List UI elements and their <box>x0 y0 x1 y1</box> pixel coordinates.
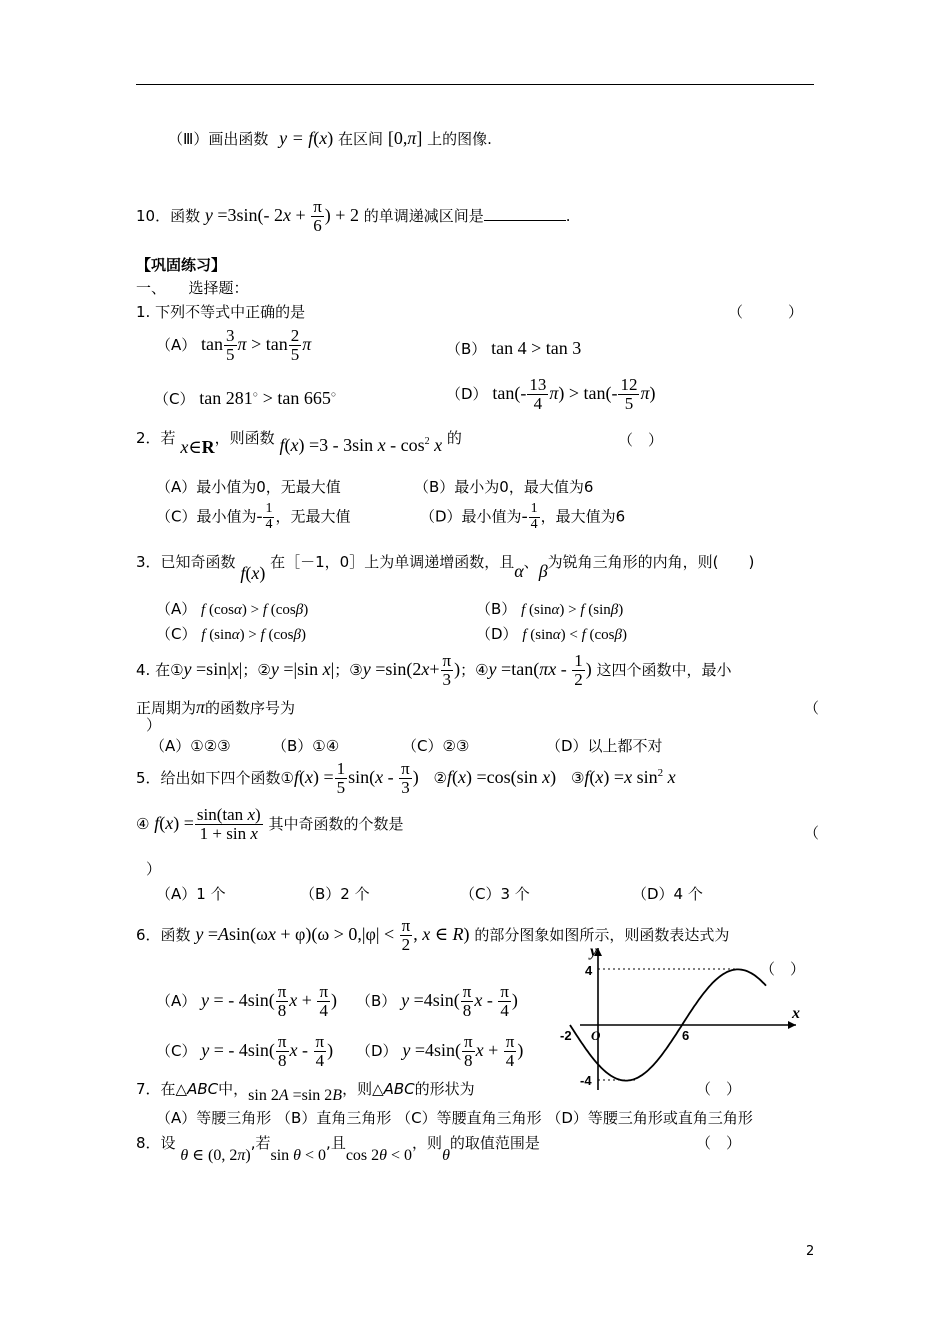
formula: y <box>195 923 204 944</box>
q-text: 的形状为 <box>414 1080 475 1098</box>
formula: = - 4sin( <box>209 1039 275 1060</box>
formula: ( <box>299 766 306 787</box>
option-label: （A） <box>156 991 197 1010</box>
fraction: $\frac{12}{5}$ <box>620 375 638 413</box>
q1-option-d[interactable] <box>446 376 656 413</box>
q4-answer-paren-open[interactable]: （ <box>804 699 820 717</box>
formula: ( <box>313 128 320 148</box>
q-text: 的单调递减区间是 <box>363 206 484 225</box>
q2-stem <box>136 427 462 457</box>
formula: x <box>595 766 604 787</box>
q-text: 的 <box>446 429 462 447</box>
q-text: ABC <box>383 1080 415 1098</box>
q-text: 这四个函数中，最小 <box>596 660 732 679</box>
formula: x <box>289 989 298 1010</box>
formula: - <box>297 1039 313 1060</box>
formula: π <box>549 382 559 403</box>
fraction: $\frac{\pi}{2}$ <box>401 916 411 954</box>
formula: , <box>413 923 423 944</box>
answer-blank[interactable] <box>484 220 566 221</box>
option-label: （D） <box>446 384 488 403</box>
formula: y <box>270 658 279 679</box>
formula: =sin| <box>191 658 231 679</box>
formula: = - 4sin( <box>209 989 275 1010</box>
formula: - <box>521 505 528 526</box>
formula: =sin(2 <box>370 658 422 679</box>
formula: π <box>237 333 247 354</box>
option-label: （C）最小值为 <box>156 507 257 526</box>
formula: f (sinα) < f (cosβ) <box>522 627 628 643</box>
q5-answer-paren-close: ） <box>146 860 162 878</box>
formula: x <box>377 435 386 455</box>
formula: y <box>183 658 192 679</box>
formula: x <box>283 204 292 225</box>
q2-option-a[interactable]: （A）最小值为0，无最大值 <box>156 478 341 496</box>
q-text: 的部分图象如图所示，则函数表达式为 <box>474 925 730 944</box>
formula: x <box>267 923 276 944</box>
q-text: ABC <box>187 1080 219 1098</box>
formula: f <box>154 812 160 833</box>
q-text: ，则 <box>412 1134 443 1152</box>
formula: x <box>165 812 174 833</box>
formula: ) = <box>313 766 334 787</box>
q5-line2 <box>136 806 403 843</box>
formula: | <box>330 658 335 679</box>
formula: f <box>584 766 590 787</box>
fraction: $\frac{1}{4}$ <box>530 501 538 532</box>
q-prev-text: （Ⅲ）画出函数 <box>168 130 269 148</box>
fraction: $\frac{2}{5}$ <box>290 326 300 364</box>
q3-stem <box>136 551 755 583</box>
formula: y <box>362 658 371 679</box>
q6-sine-graph <box>558 942 808 1092</box>
q6-option-b[interactable] <box>356 983 518 1020</box>
option-label: （A） <box>156 335 197 354</box>
q5-option-d[interactable]: （D）4 个 <box>632 885 703 903</box>
formula: ) <box>327 128 334 148</box>
q-text: 7．在△ <box>136 1080 188 1098</box>
fraction: $\frac{\pi}{4}$ <box>505 1032 515 1070</box>
formula: π <box>640 382 650 403</box>
formula: f <box>279 435 285 455</box>
option-label: ，无最大值 <box>275 507 351 526</box>
q1-option-a[interactable] <box>156 327 311 364</box>
formula: β <box>538 561 548 581</box>
y-tick-neg4: -4 <box>580 1073 592 1088</box>
q5-option-c[interactable]: （C）3 个 <box>460 885 530 903</box>
fraction: $\frac{\pi}{3}$ <box>401 759 410 797</box>
formula: x <box>474 989 483 1010</box>
formula: [0, <box>387 128 408 148</box>
fraction: $\frac{\pi}{8}$ <box>277 1032 287 1070</box>
formula: y <box>201 1039 210 1060</box>
formula: ( <box>589 766 596 787</box>
formula: + φ)(ω > 0,|φ| < <box>275 923 399 944</box>
formula: ) + 2 <box>324 204 359 225</box>
formula: ) <box>454 658 461 679</box>
q5-option-b[interactable]: （B）2 个 <box>300 885 370 903</box>
option-label: （D） <box>356 1041 398 1060</box>
fraction: $\frac{\pi}{3}$ <box>442 651 452 689</box>
q-text: 8．设 <box>136 1134 176 1152</box>
q-text: 、 <box>523 553 539 571</box>
formula: x <box>475 1039 484 1060</box>
option-label: ，最大值为6 <box>540 507 626 526</box>
formula: $\sin^2$ <box>632 766 664 787</box>
formula: ∈R <box>188 437 215 457</box>
formula: =4sin( <box>410 1039 461 1060</box>
fraction: $\frac{\pi}{8}$ <box>464 1032 473 1070</box>
q5-stem <box>136 760 676 797</box>
formula: + <box>297 989 317 1010</box>
fraction: $\frac{1}{4}$ <box>265 501 273 532</box>
formula: x <box>290 435 299 455</box>
formula: ) <box>585 658 592 679</box>
formula: ) <box>511 989 518 1010</box>
q-text: ，则函数 <box>214 429 275 447</box>
formula: f (sinα) > f (sinβ) <box>521 602 624 618</box>
fraction: $\frac{\pi}{4}$ <box>315 1032 325 1070</box>
formula: x <box>421 658 430 679</box>
q-text: 4. 在① <box>136 660 184 679</box>
y-tick-4: 4 <box>585 963 593 978</box>
option-label: （A） <box>156 600 197 618</box>
q3-option-c[interactable] <box>156 623 306 644</box>
formula: - <box>556 658 572 679</box>
formula: =4sin( <box>409 989 460 1010</box>
x-axis-arrow <box>788 1021 796 1029</box>
formula: sin θ < 0 <box>270 1147 327 1164</box>
q-text: 函数 <box>170 206 201 225</box>
formula: > tan <box>246 333 288 354</box>
formula: =tan( <box>496 658 540 679</box>
q6-option-a[interactable] <box>156 983 337 1020</box>
fraction: $\frac{1}{5}$ <box>336 759 346 797</box>
formula: x <box>375 766 384 787</box>
formula: y = f <box>279 128 314 148</box>
formula: ) <box>412 766 419 787</box>
formula: tan(- <box>492 382 527 403</box>
formula: y <box>402 1039 411 1060</box>
q7-stem <box>136 1078 475 1104</box>
formula: y <box>204 204 213 225</box>
fraction: $\frac{\pi}{4}$ <box>319 982 329 1020</box>
q-num: 10． <box>136 206 171 225</box>
q-text: ；② <box>242 660 271 679</box>
x-tick-neg2: -2 <box>560 1028 572 1043</box>
formula: - $\cos^2$ <box>385 435 430 455</box>
formula: tan <box>201 333 224 354</box>
q4-option-d[interactable]: （D）以上都不对 <box>546 737 663 755</box>
formula: ) <box>517 1039 524 1060</box>
option-label: （C） <box>156 625 197 643</box>
q3-option-d[interactable] <box>476 623 627 644</box>
formula: x <box>180 437 189 457</box>
q4-stem <box>136 652 732 689</box>
formula: ( <box>452 766 459 787</box>
q3-option-b[interactable] <box>476 598 623 619</box>
formula: = <box>203 923 218 944</box>
formula: tan 281○ > tan 665○ <box>199 388 337 408</box>
q8-answer-paren[interactable]: （ ） <box>696 1134 742 1152</box>
q-prev-text: 在区间 <box>338 130 384 148</box>
q2-answer-paren[interactable]: （ ） <box>618 431 664 449</box>
q-text: 2．若 <box>136 429 176 447</box>
formula: x <box>251 563 260 583</box>
q-text: 的函数序号为 <box>205 699 296 717</box>
q-text: 为锐角三角形的内角，则( ) <box>547 553 755 571</box>
formula: sin(ω <box>228 923 268 944</box>
q-text: 正周期为 <box>136 699 197 717</box>
q-text: ,若 <box>250 1134 271 1152</box>
formula: f (sinα) > f (cosβ) <box>201 627 306 643</box>
formula: - <box>383 766 399 787</box>
formula: θ <box>442 1147 450 1164</box>
q-text: 在［－1，0］上为单调递增函数，且 <box>270 553 515 571</box>
q-prev-text: 上的图像. <box>427 130 492 148</box>
formula: π <box>407 128 417 148</box>
formula: π <box>196 697 206 717</box>
option-label: （B） <box>476 600 517 618</box>
formula: ) =3 - 3sin <box>298 435 378 455</box>
q6-option-d[interactable] <box>356 1033 523 1070</box>
formula: x <box>458 766 467 787</box>
formula: y <box>401 989 410 1010</box>
q2-option-b[interactable]: （B）最小为0，最大值为6 <box>414 478 594 496</box>
formula: x <box>322 658 331 679</box>
q4-answer-paren-close: ） <box>146 716 162 734</box>
q-text: ③ <box>570 768 585 787</box>
formula: ) <box>331 989 338 1010</box>
formula: x <box>230 658 239 679</box>
formula: f <box>294 766 300 787</box>
q1-answer-paren[interactable]: （ ） <box>728 303 804 321</box>
formula: α <box>514 561 524 581</box>
q3-option-a[interactable] <box>156 598 308 619</box>
formula: ( <box>245 563 252 583</box>
q7-options[interactable]: （A）等腰三角形 （B）直角三角形 （C）等腰直角三角形 （D）等腰三角形或直角三角形 <box>156 1109 753 1127</box>
option-label: （C） <box>156 1041 197 1060</box>
formula: sin( <box>348 766 376 787</box>
formula: ) <box>259 563 266 583</box>
formula: + <box>429 658 440 679</box>
q1-option-c[interactable] <box>154 388 336 409</box>
q5-answer-paren-open[interactable]: （ <box>804 824 820 842</box>
fraction: $\frac{\text{sin(tan x)}}{\text{1 + sin x}}$ <box>196 805 261 843</box>
formula: - <box>482 989 498 1010</box>
fraction: $\frac{1}{2}$ <box>574 651 583 689</box>
q7-answer-paren[interactable]: （ ） <box>696 1080 742 1098</box>
formula: tan 4 > tan 3 <box>491 338 582 358</box>
formula: ) <box>463 923 470 944</box>
fraction: $\frac{\pi}{4}$ <box>500 982 509 1020</box>
q-text: ④ <box>136 814 150 833</box>
formula: y <box>201 989 210 1010</box>
formula: ) <box>649 382 656 403</box>
formula: cos 2θ < 0 <box>345 1147 413 1164</box>
q2-option-c[interactable] <box>156 502 351 532</box>
formula: θ ∈ (0, 2π) <box>180 1147 251 1164</box>
formula: R <box>452 923 464 944</box>
formula: ) = <box>603 766 625 787</box>
fraction: $\frac{\pi}{8}$ <box>462 982 472 1020</box>
q2-option-d[interactable] <box>420 502 625 532</box>
formula: + <box>483 1039 503 1060</box>
option-label: （B） <box>356 991 397 1010</box>
formula: f <box>447 766 453 787</box>
formula: A <box>217 923 229 944</box>
option-label: （B） <box>446 340 487 358</box>
q-text: ；③ <box>334 660 363 679</box>
q-prev-part3 <box>168 128 492 149</box>
q-text: ② <box>433 768 447 787</box>
q1-option-b[interactable] <box>446 338 581 359</box>
formula: =|sin <box>278 658 323 679</box>
formula: y <box>488 658 497 679</box>
formula: - <box>256 505 263 526</box>
q-text: 中， <box>218 1080 249 1098</box>
section-sub: 一、 选择题： <box>136 279 249 297</box>
formula: ) =cos(sin <box>466 766 543 787</box>
formula: ] <box>416 128 423 148</box>
q-text: 其中奇函数的个数是 <box>268 814 404 833</box>
option-label: （D）最小值为 <box>420 507 522 526</box>
q-text: . <box>565 206 571 225</box>
formula: f (cosα) > f (cosβ) <box>201 602 309 618</box>
formula: =3sin(- 2 <box>212 204 284 225</box>
header-rule <box>136 84 814 85</box>
fraction: $\frac{\pi}{6}$ <box>313 197 322 235</box>
formula: x <box>542 766 551 787</box>
formula: ( <box>159 812 166 833</box>
q8-stem <box>136 1132 540 1164</box>
q6-answer-paren[interactable]: （ ） <box>760 960 806 978</box>
option-label: （C） <box>154 390 195 408</box>
formula: ) > tan(- <box>558 382 618 403</box>
fraction: $\frac{13}{4}$ <box>529 375 547 413</box>
formula: x <box>434 435 443 455</box>
formula: | <box>238 658 243 679</box>
formula: f <box>240 563 246 583</box>
x-tick-6: 6 <box>682 1028 690 1043</box>
formula: ) <box>550 766 557 787</box>
formula: x <box>305 766 314 787</box>
formula: π <box>302 333 312 354</box>
q4-option-b[interactable]: （B）①④ <box>272 737 340 755</box>
formula: ) <box>327 1039 334 1060</box>
q-text: ，则△ <box>342 1080 384 1098</box>
fraction: $\frac{3}{5}$ <box>226 326 235 364</box>
formula: ) = <box>173 812 194 833</box>
q4-option-a[interactable]: （A）①②③ <box>150 737 231 755</box>
q-text: ,且 <box>326 1134 346 1152</box>
formula: ∈ <box>430 923 453 944</box>
q4-option-c[interactable]: （C）②③ <box>402 737 470 755</box>
origin-label: O <box>591 1028 601 1043</box>
formula: x <box>289 1039 298 1060</box>
q-text: 的取值范围是 <box>449 1134 540 1152</box>
formula: x <box>624 766 633 787</box>
formula: + <box>291 204 311 225</box>
fraction: $\frac{\pi}{8}$ <box>277 982 287 1020</box>
page-number: 2 <box>806 1244 815 1259</box>
q-text: 6．函数 <box>136 925 191 944</box>
x-label: x <box>792 1005 800 1022</box>
q1-stem: 1. 下列不等式中正确的是 <box>136 303 306 321</box>
section-title: 【巩固练习】 <box>136 256 227 274</box>
formula: x <box>319 128 328 148</box>
q-text: 5．给出如下四个函数① <box>136 768 294 787</box>
q6-option-c[interactable] <box>156 1033 333 1070</box>
formula: ( <box>284 435 291 455</box>
formula: x <box>667 766 676 787</box>
y-label: y <box>590 943 598 960</box>
formula: sin 2A =sin 2B <box>248 1087 343 1104</box>
q5-option-a[interactable]: （A）1 个 <box>156 885 226 903</box>
q-text: ；④ <box>460 660 489 679</box>
formula: x <box>422 923 431 944</box>
option-label: （D） <box>476 625 518 643</box>
q-text: 3．已知奇函数 <box>136 553 236 571</box>
formula: πx <box>539 658 557 679</box>
question-10 <box>136 198 571 235</box>
